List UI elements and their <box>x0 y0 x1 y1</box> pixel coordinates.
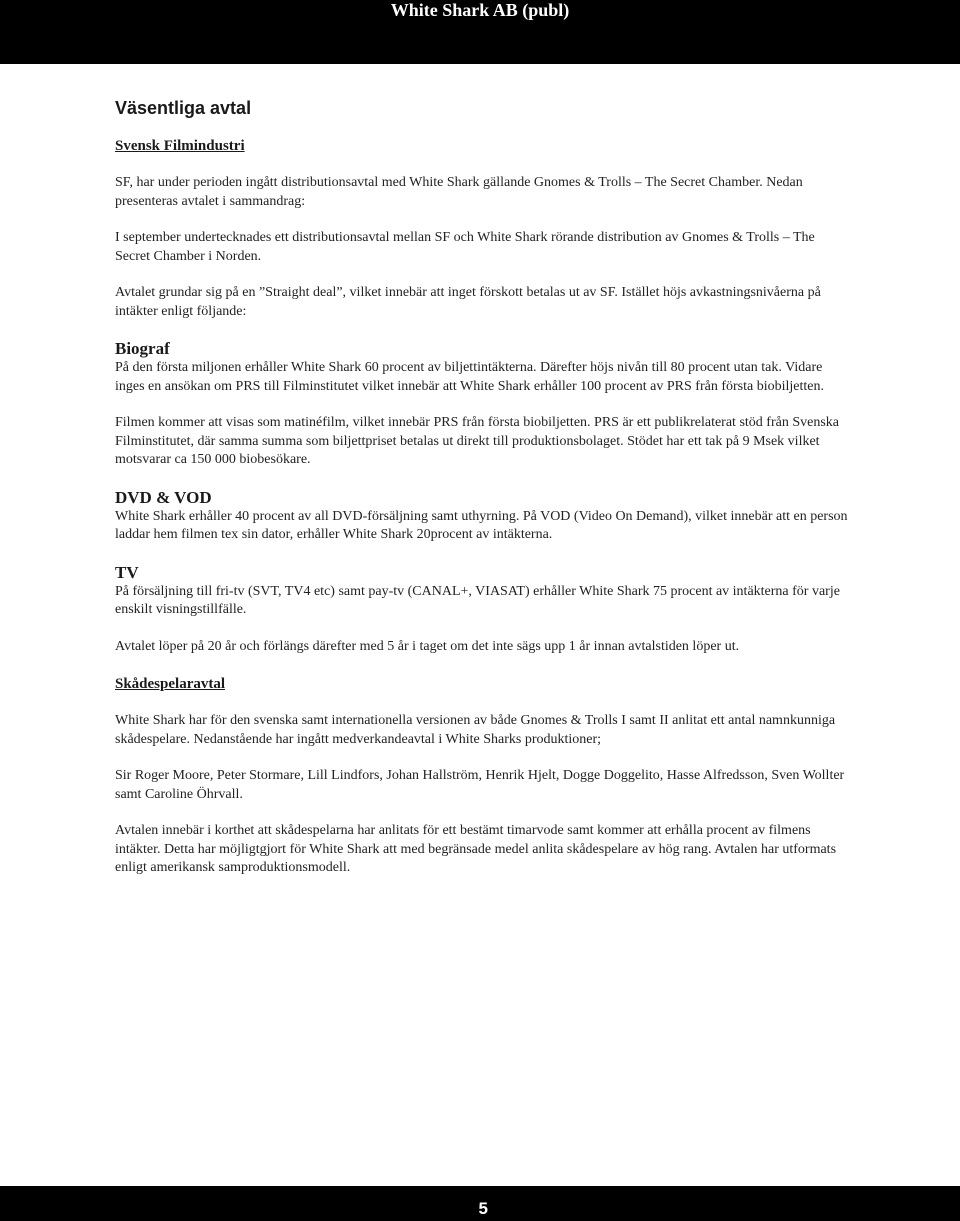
tv-paragraph-2: Avtalet löper på 20 år och förlängs därefter med 5 år i taget om det inte sägs upp 1 år innan avtalstiden löper ut. <box>115 638 740 654</box>
section-title: Väsentliga avtal <box>115 98 252 118</box>
sf-paragraph-1: SF, har under perioden ingått distributionsavtal med White Shark gällande Gnomes & Trolls – The Secret Chamber. Nedan presenteras avtalet i sammandrag: <box>115 175 803 209</box>
sf-paragraph-2: I september undertecknades ett distributionsavtal mellan SF och White Shark rörande distribution av Gnomes & Trolls – The Secret Chamber i Norden. <box>115 230 815 264</box>
footer-bar <box>0 1186 960 1221</box>
biograf-heading: Biograf <box>115 339 170 358</box>
tv-paragraph-1: På försäljning till fri-tv (SVT, TV4 etc) samt pay-tv (CANAL+, VIASAT) erhåller White Shark 75 procent av intäkterna för varje enskilt visningstillfälle. <box>115 583 840 617</box>
page-number: 5 <box>478 1199 488 1218</box>
tv-heading: TV <box>115 562 139 582</box>
header-bar <box>0 0 960 64</box>
dvd-vod-paragraph: White Shark erhåller 40 procent av all DVD-försäljning samt uthyrning. På VOD (Video On Demand), vilket innebär att en person laddar hem filmen tex sin dator, erhåller White Shark 20procent av intäkterna. <box>115 508 848 542</box>
actors-heading: Skådespelaravtal <box>115 676 226 692</box>
biograf-paragraph-1: På den första miljonen erhåller White Shark 60 procent av biljettintäkterna. Därefter höjs nivån till 80 procent utan tak. Vidare inges en ansökan om PRS till Filminstitutet vilket innebär att White Shark erhåller 100 procent av PRS från första biobiljetten. <box>115 360 824 394</box>
sf-heading: Svensk Filmindustri <box>115 138 245 154</box>
document-header-title: White Shark AB (publ) <box>390 0 570 20</box>
biograf-paragraph-2: Filmen kommer att visas som matinéfilm, vilket innebär PRS från första biobiljetten. PRS är ett publikrelaterat stöd från Svenska Filminstitutet, där samma summa som biljettpriset betalas ut direkt till produktionsbolaget. Stödet har ett tak på 9 Msek vilket motsvarar ca 150 000 biobesökare. <box>115 415 839 467</box>
actors-paragraph-1: White Shark har för den svenska samt internationella versionen av både Gnomes & Trolls I samt II anlitat ett antal namnkunniga skådespelare. Nedanstående har ingått medverkandeavtal i White Sharks produktioner; <box>115 713 836 747</box>
page-content <box>115 96 850 878</box>
actors-paragraph-3: Avtalen innebär i korthet att skådespelarna har anlitats för ett bestämt timarvode samt kommer att erhålla procent av filmens intäkter. Detta har möjligtgjort för White Shark att med begränsade medel anlita skådespelare av hög rang. Avtalen har utformats enligt amerikansk samproduktionsmodell. <box>115 823 837 875</box>
sf-paragraph-3: Avtalet grundar sig på en ”Straight deal”, vilket innebär att inget förskott betalas ut av SF. Istället höjs avkastningsnivåerna på intäkter enligt följande: <box>115 285 821 319</box>
actors-paragraph-2: Sir Roger Moore, Peter Stormare, Lill Lindfors, Johan Hallström, Henrik Hjelt, Dogge Doggelito, Hasse Alfredsson, Sven Wollter samt Caroline Öhrvall. <box>115 768 845 802</box>
dvd-vod-heading: DVD & VOD <box>115 487 212 507</box>
